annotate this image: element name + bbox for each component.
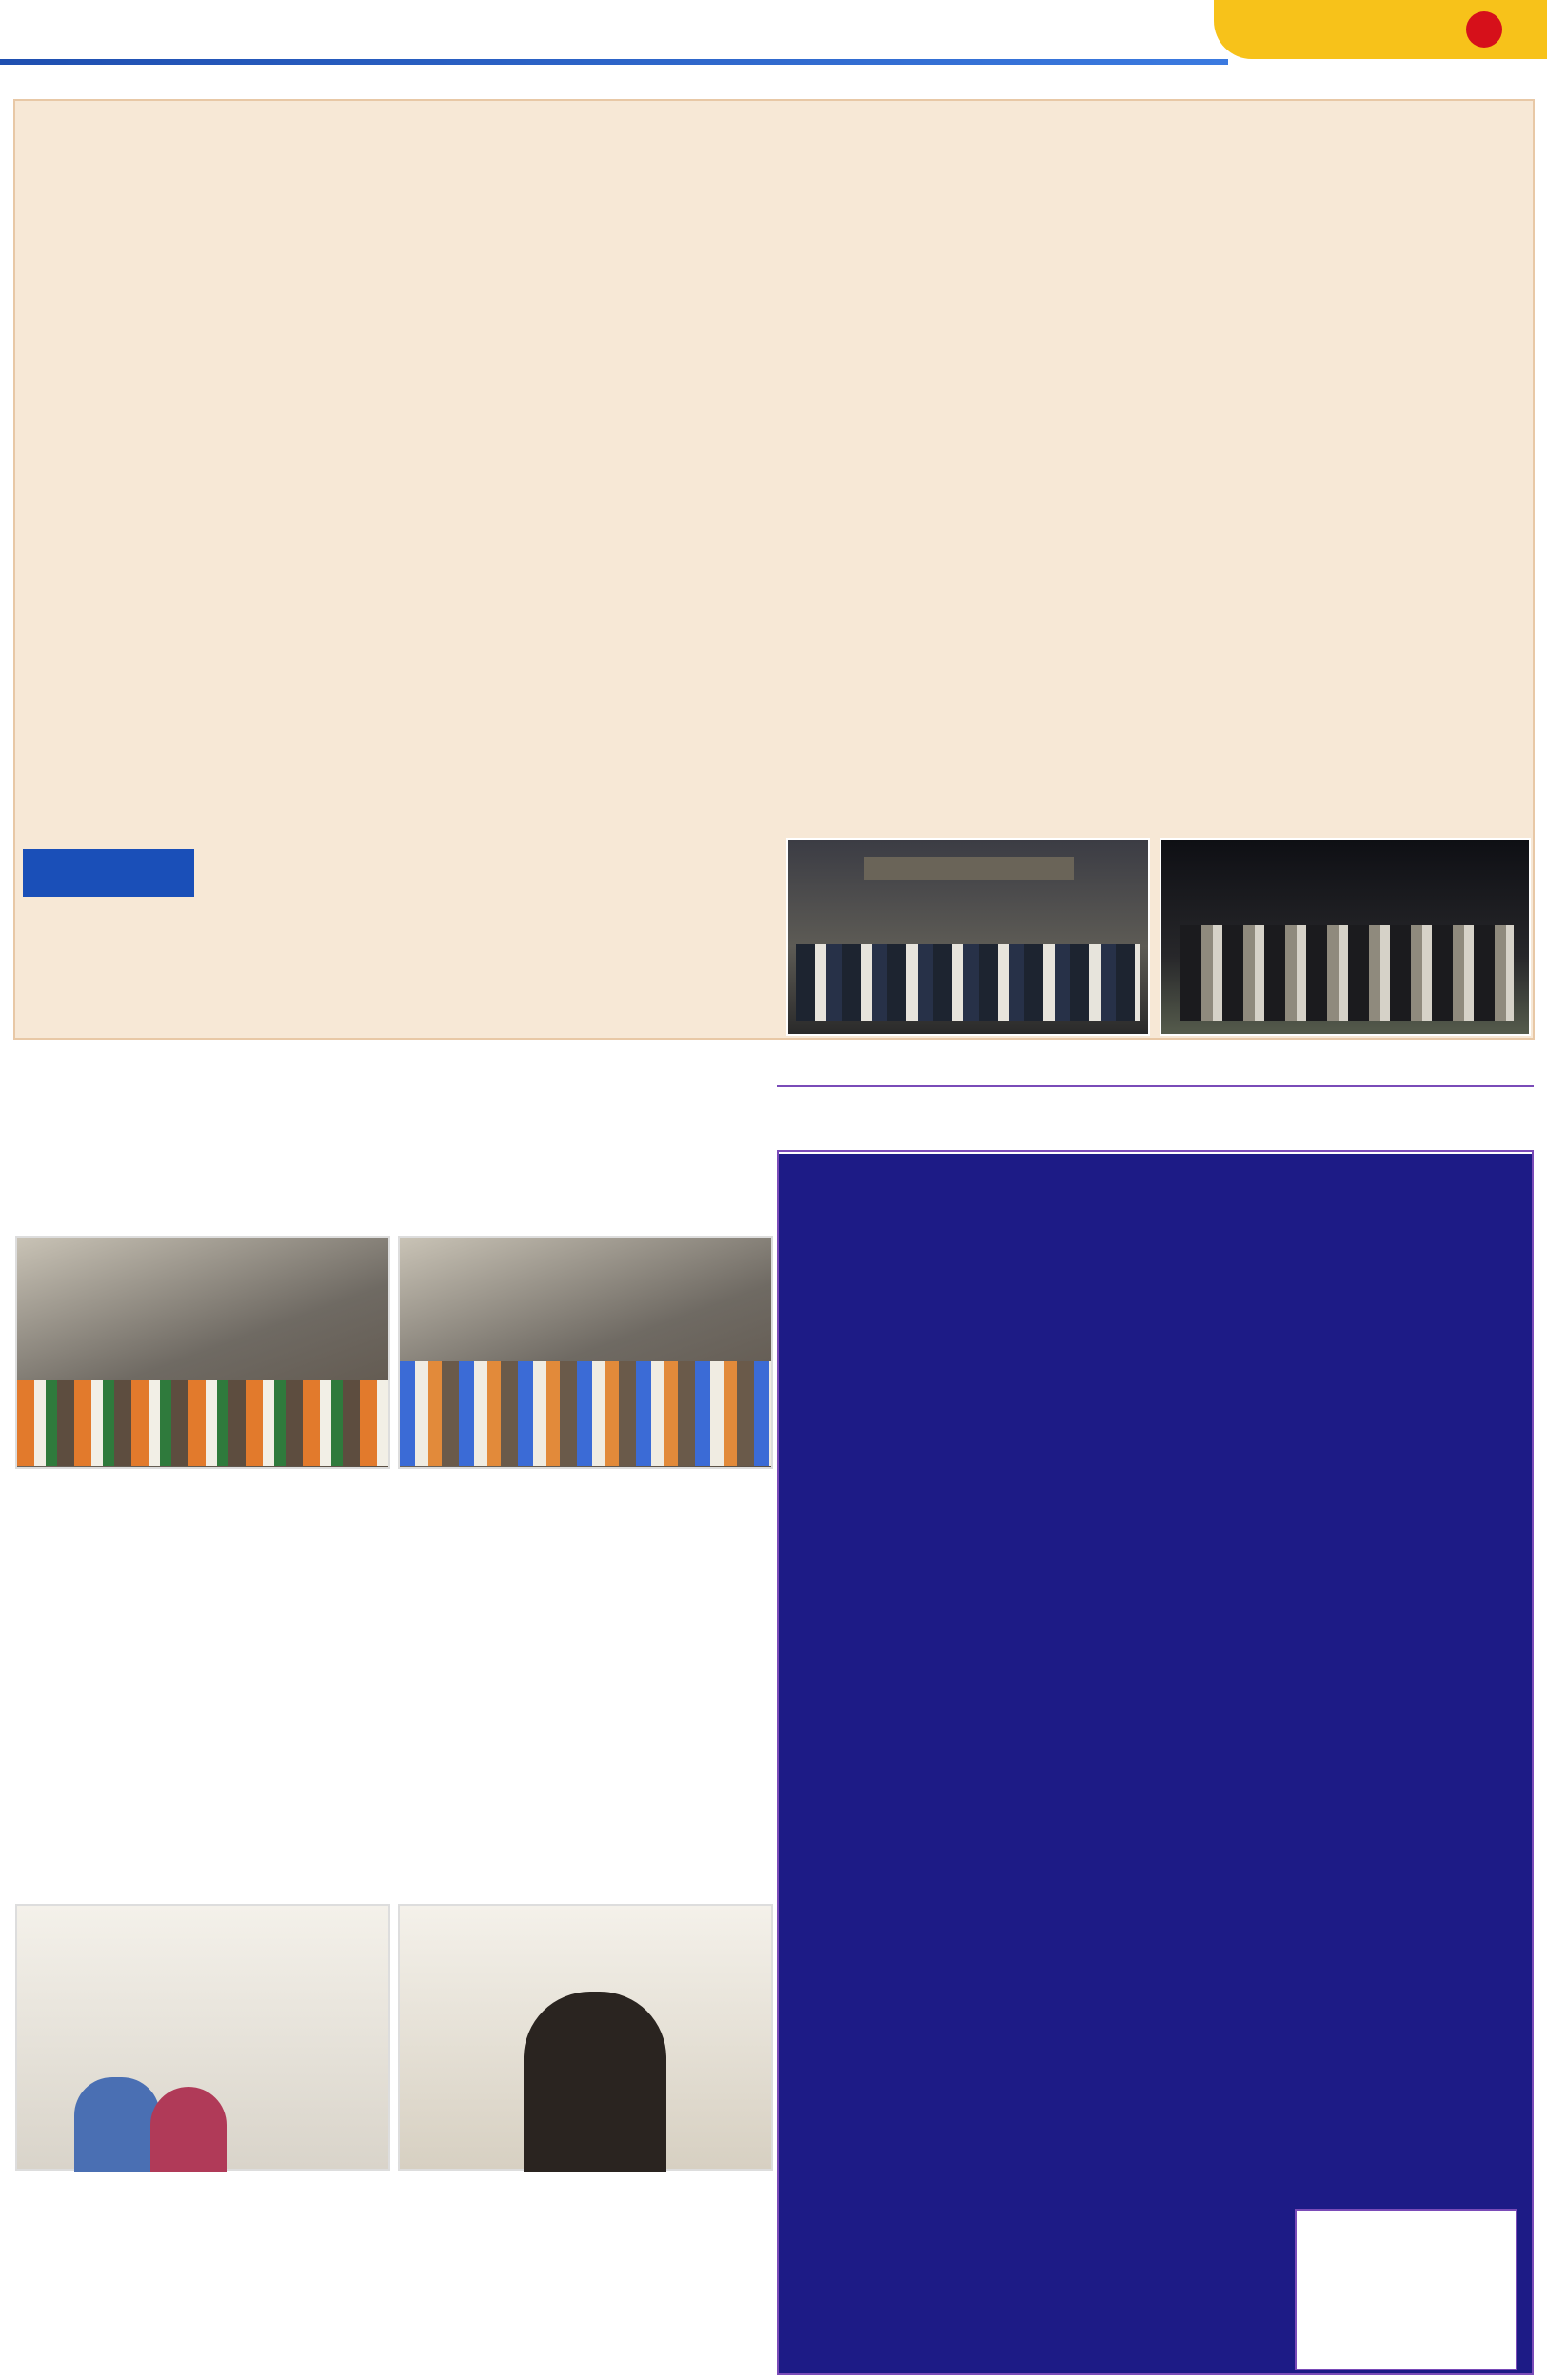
story1-col6	[967, 754, 1148, 830]
story3-col3	[398, 2174, 579, 2374]
story1-col3	[402, 562, 583, 1034]
team-row	[796, 944, 1140, 1021]
header-rule	[0, 59, 1228, 65]
athlete-figure	[524, 1992, 666, 2172]
advisory-cta-box	[1295, 2209, 1517, 2370]
child-figure	[74, 2077, 160, 2172]
story3-col4	[588, 2174, 769, 2374]
school-event-photo-1	[15, 1236, 390, 1469]
child-figure-2	[150, 2087, 227, 2172]
story1-col2	[211, 562, 392, 1034]
story1-col1	[19, 604, 198, 851]
story2-col3	[398, 1474, 579, 1763]
arrest-night-photo	[1160, 838, 1531, 1036]
crowd-row	[400, 1361, 771, 1466]
story1-col7	[1154, 754, 1339, 830]
story2-col4	[588, 1474, 769, 1763]
story3-col2	[208, 2174, 388, 2374]
story1-col1b	[19, 901, 198, 1034]
story2-col1	[17, 1495, 198, 1763]
story3-col1	[17, 2195, 198, 2374]
story1-subhead	[23, 849, 194, 897]
games-photo-1	[15, 1904, 390, 2171]
story1-col8	[1346, 754, 1527, 830]
page-number	[1466, 11, 1502, 48]
story1-col4	[592, 562, 773, 1034]
games-photo-2	[398, 1904, 773, 2171]
school-event-photo-2	[398, 1236, 773, 1469]
police-team-photo	[786, 838, 1150, 1036]
story2-col2	[208, 1474, 388, 1763]
students-row	[17, 1380, 388, 1466]
advisory-board-grid-bg	[779, 1154, 1532, 2373]
story1-col5	[781, 562, 962, 830]
night-group	[1180, 925, 1514, 1021]
advisory-board-title	[777, 1087, 1534, 1152]
police-banner	[864, 857, 1074, 880]
